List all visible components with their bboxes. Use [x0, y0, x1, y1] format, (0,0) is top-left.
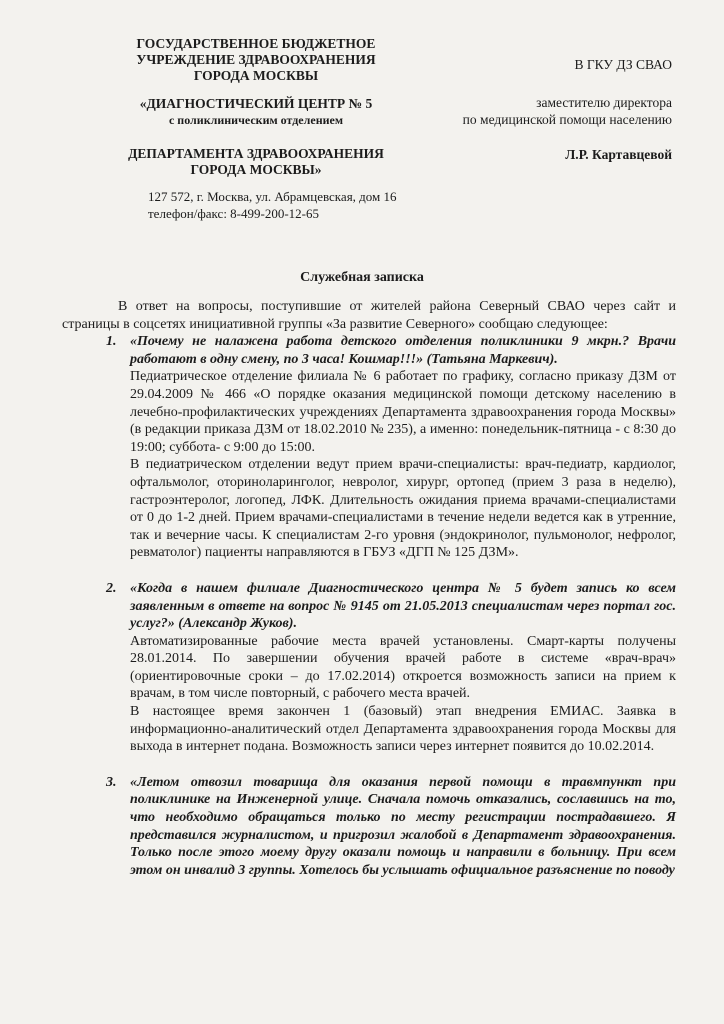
org-name-block	[110, 36, 402, 84]
item-number: 1.	[106, 334, 117, 350]
recipient-position-line: заместителю директора	[536, 95, 672, 110]
org-name-line: УЧРЕЖДЕНИЕ ЗДРАВООХРАНЕНИЯ	[136, 52, 376, 67]
question-text: «Когда в нашем филиале Диагностического центра № 5 будет запись ко всем заявленным в ответе на вопрос № 9145 от 21.05.2013 специалистам через портал гос. услуг?» (Александр Жуков).	[130, 580, 676, 632]
recipient-position-line: по медицинской помощи населению	[462, 112, 672, 127]
org-dc-subtitle: с поликлиническим отделением	[168, 113, 344, 127]
answer-paragraph: В педиатрическом отделении ведут прием врачи-специалисты: врач-педиатр, кардиолог, офтальмолог, оториноларинголог, невролог, хирург, ортопед (прием 3 раза в неделю), гастроэнтеролог, логопед, ЛФК. Длительность ожидания приема врачами-специалистами от 0 до 1-2 дней. Прием врачами-специалистами в течение недели ведется как в утренние, так и вечерние часы. К специалистам 2-го уровня (эндокринолог, пульмонолог, нефролог, ревматолог) пациенты направляются в ГБУЗ «ДГП № 125 ДЗМ».	[130, 457, 676, 561]
org-dep-line: ГОРОДА МОСКВЫ»	[190, 162, 322, 177]
answer-paragraph: Педиатрическое отделение филиала № 6 работает по графику, согласно приказу ДЗМ от 29.04.2009 № 466 «О порядке оказания медицинской помощи детскому населению в лечебно-профилактических учреждениях Департамента здравоохранения города Москвы» (в редакции приказа ДЗМ от 18.02.2010 № 235), а именно: понедельник-пятница - с 8:30 до 19:00; суббота- с 9:00 до 15:00.	[130, 369, 676, 455]
org-department-block	[110, 146, 402, 178]
document-body	[62, 298, 676, 879]
org-contacts	[148, 188, 397, 222]
question-item	[62, 774, 676, 880]
intro-paragraph: В ответ на вопросы, поступившие от жителей района Северный СВАО через сайт и страницы в соцсетях инициативной группы «За развитие Северного» сообщаю следующее:	[62, 299, 676, 332]
document-title: Служебная записка	[300, 270, 424, 285]
recipient-name: Л.Р. Картавцевой	[565, 147, 672, 162]
recipient-org: В ГКУ ДЗ СВАО	[574, 57, 672, 72]
question-text: «Почему не налажена работа детского отделения поликлиники 9 мкрн.? Врачи работают в одну смену, по 3 часа! Кошмар!!!» (Татьяна Маркевич).	[130, 334, 676, 367]
item-number: 3.	[106, 774, 117, 790]
org-address: 127 572, г. Москва, ул. Абрамцевская, дом 16	[148, 189, 397, 204]
org-name-line: ГОРОДА МОСКВЫ	[193, 68, 319, 83]
answer-paragraph: Автоматизированные рабочие места врачей установлены. Смарт-карты получены 28.01.2014. По завершении обучения врачей работе в системе «врач-врач» (ориентировочные сроки – до 17.02.2014) откроется возможность записи на прием к врачам, в том числе повторный, с рабочего места врачей.	[130, 633, 676, 702]
question-item	[62, 580, 676, 756]
org-phone: телефон/факс: 8-499-200-12-65	[148, 206, 319, 221]
org-dep-line: ДЕПАРТАМЕНТА ЗДРАВООХРАНЕНИЯ	[128, 146, 384, 161]
recipient-position	[463, 94, 672, 128]
org-name-line: ГОСУДАРСТВЕННОЕ БЮДЖЕТНОЕ	[136, 36, 376, 51]
question-item	[62, 333, 676, 562]
question-text: «Летом отвозил товарища для оказания первой помощи в травмпункт при поликлинике на Инженерной улице. Сначала помочь отказались, сославшись на то, что необходимо обращаться только по месту регистрации пострадавшего. Я представился журналистом, и пригрозил жалобой в Департамент здравоохранения. Только после этого моему другу оказали помощь и направили в больницу. При всем этом он инвалид 3 группы. Хотелось бы услышать официальное разъяснение по поводу	[130, 774, 676, 878]
answer-paragraph: В настоящее время закончен 1 (базовый) этап внедрения ЕМИАС. Заявка в информационно-аналитический отдел Департамента здравоохранения города Москвы для выхода в интернет подана. Возможность записи через интернет появится до 10.02.2014.	[130, 704, 676, 755]
org-dc-name: «ДИАГНОСТИЧЕСКИЙ ЦЕНТР № 5	[139, 96, 373, 111]
item-number: 2.	[106, 580, 117, 596]
org-dc-block	[110, 96, 402, 128]
